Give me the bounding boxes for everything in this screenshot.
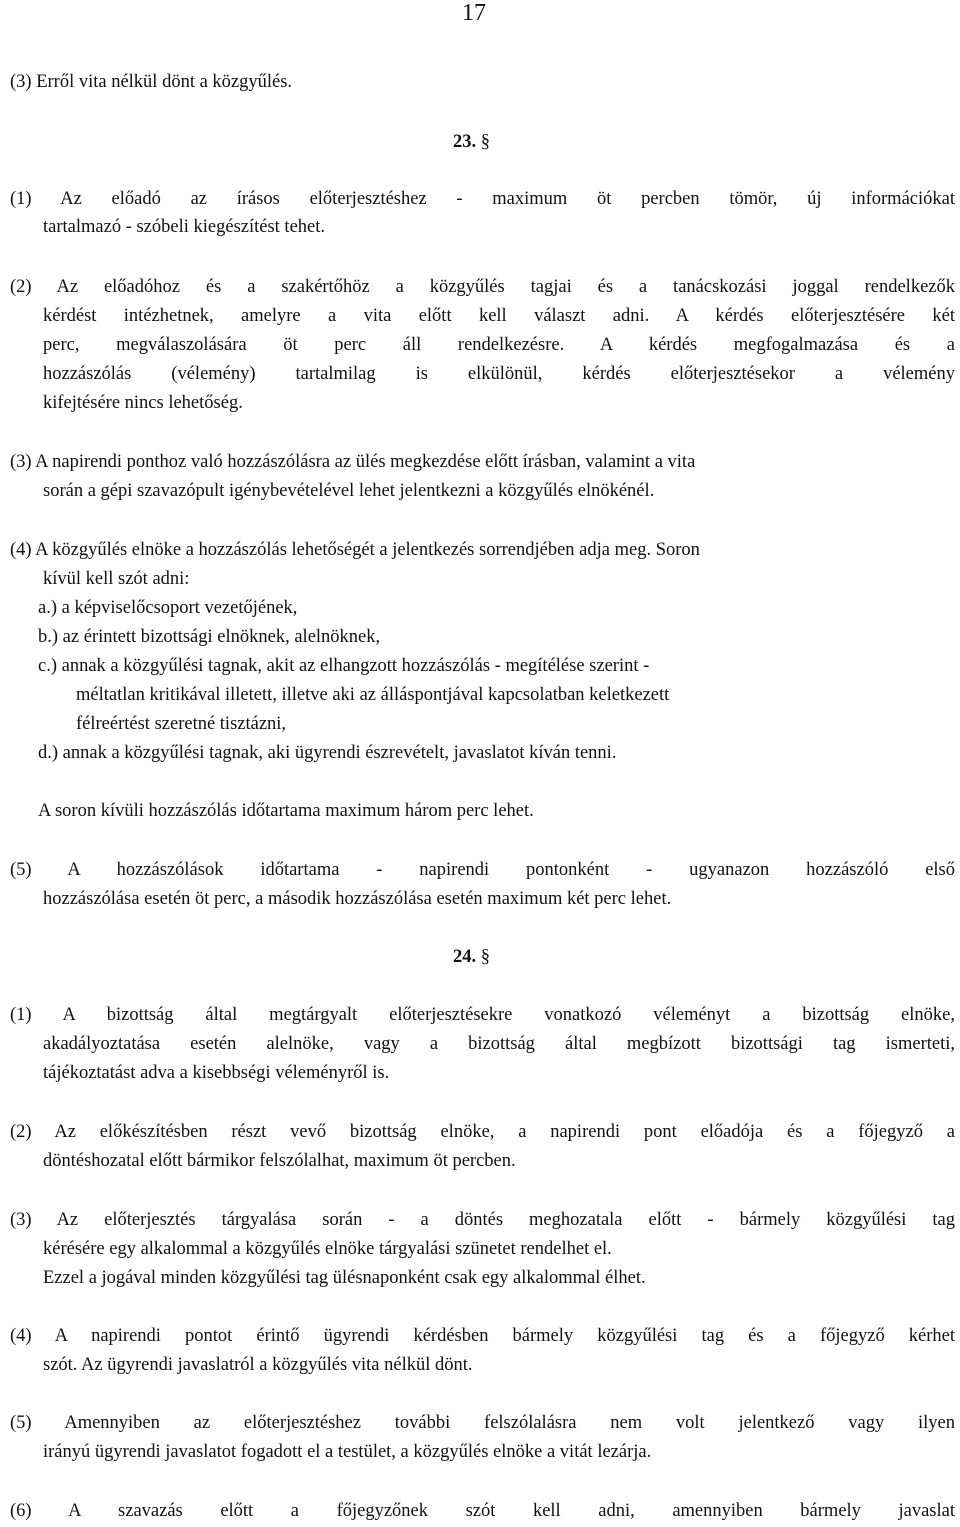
paragraph-line: (1) Az előadó az írásos előterjesztéshez - maximum öt percben tömör, új információkat [10, 189, 955, 209]
paragraph-line: kérésére egy alkalommal a közgyűlés elnöke tárgyalási szünetet rendelhet el. [43, 1239, 612, 1259]
paragraph-line: döntéshozatal előtt bármikor felszólalhat, maximum öt percben. [43, 1151, 516, 1171]
paragraph-line: perc, megválaszolására öt perc áll rendelkezésre. A kérdés megfogalmazása és a [43, 335, 955, 355]
paragraph-line: (3) Erről vita nélkül dönt a közgyűlés. [10, 72, 293, 92]
section-symbol: § [480, 132, 490, 152]
section-number: 24. [453, 947, 477, 967]
paragraph-line: (1) A bizottság által megtárgyalt előterjesztésekre vonatkozó véleményt a bizottság elnöke, [10, 1005, 955, 1025]
paragraph-line: irányú ügyrendi javaslatot fogadott el a testület, a közgyűlés elnöke a vitát lezárja. [43, 1442, 652, 1462]
paragraph-line: hozzászólás (vélemény) tartalmilag is elkülönül, kérdés előterjesztésekor a vélemény [43, 364, 955, 384]
section-number: 23. [453, 132, 477, 152]
paragraph-line: Ezzel a jogával minden közgyűlési tag ülésnaponként csak egy alkalommal élhet. [43, 1268, 646, 1288]
paragraph-line: (4) A napirendi pontot érintő ügyrendi kérdésben bármely közgyűlési tag és a főjegyző kérhet [10, 1326, 955, 1346]
paragraph-line: akadályoztatása esetén alelnöke, vagy a bizottság által megbízott bizottsági tag ismerteti, [43, 1034, 955, 1054]
paragraph-line: (6) A szavazás előtt a főjegyzőnek szót kell adni, amennyiben bármely javaslat [10, 1501, 955, 1521]
section-symbol: § [480, 947, 490, 967]
paragraph-line: (2) Az előadóhoz és a szakértőhöz a közgyűlés tagjai és a tanácskozási joggal rendelkezők [10, 277, 955, 297]
paragraph-line: szót. Az ügyrendi javaslatról a közgyűlés vita nélkül dönt. [43, 1355, 473, 1375]
list-item: a.) a képviselőcsoport vezetőjének, [38, 598, 298, 618]
paragraph-line: (2) Az előkészítésben részt vevő bizottság elnöke, a napirendi pont előadója és a főjegyző a [10, 1122, 955, 1142]
list-item-continuation: méltatlan kritikával illetett, illetve aki az álláspontjával kapcsolatban keletkezett [76, 685, 670, 705]
list-item: d.) annak a közgyűlési tagnak, aki ügyrendi észrevételt, javaslatot kíván tenni. [38, 743, 617, 763]
paragraph-line: tájékoztatást adva a kisebbségi véleményről is. [43, 1063, 390, 1083]
paragraph-line: (4) A közgyűlés elnöke a hozzászólás lehetőségét a jelentkezés sorrendjében adja meg. Soron [10, 540, 700, 560]
paragraph-line: tartalmazó - szóbeli kiegészítést tehet. [43, 217, 326, 237]
paragraph-line: kérdést intézhetnek, amelyre a vita előtt kell választ adni. A kérdés előterjesztésére két [43, 306, 955, 326]
paragraph-line: során a gépi szavazópult igénybevételével lehet jelentkezni a közgyűlés elnökénél. [43, 481, 655, 501]
section-heading-23 [453, 131, 490, 153]
paragraph-line: (3) A napirendi ponthoz való hozzászólásra az ülés megkezdése előtt írásban, valamint a vita [10, 452, 696, 472]
list-item: c.) annak a közgyűlési tagnak, akit az elhangzott hozzászólás - megítélése szerint - [38, 656, 650, 676]
paragraph-line: kívül kell szót adni: [43, 569, 190, 589]
paragraph-line: A soron kívüli hozzászólás időtartama maximum három perc lehet. [38, 801, 534, 821]
list-item-continuation: félreértést szeretné tisztázni, [76, 714, 287, 734]
section-heading-24 [453, 946, 490, 968]
paragraph-line: hozzászólása esetén öt perc, a második hozzászólása esetén maximum két perc lehet. [43, 889, 672, 909]
paragraph-line: (3) Az előterjesztés tárgyalása során - a döntés meghozatala előtt - bármely közgyűlési tag [10, 1210, 955, 1230]
list-item: b.) az érintett bizottsági elnöknek, alelnöknek, [38, 627, 381, 647]
paragraph-line: (5) A hozzászólások időtartama - napirendi pontonként - ugyanazon hozzászóló első [10, 860, 955, 880]
page-number: 17 [462, 0, 486, 26]
paragraph-line: kifejtésére nincs lehetőség. [43, 393, 243, 413]
paragraph-line: (5) Amennyiben az előterjesztéshez további felszólalásra nem volt jelentkező vagy ilyen [10, 1413, 955, 1433]
